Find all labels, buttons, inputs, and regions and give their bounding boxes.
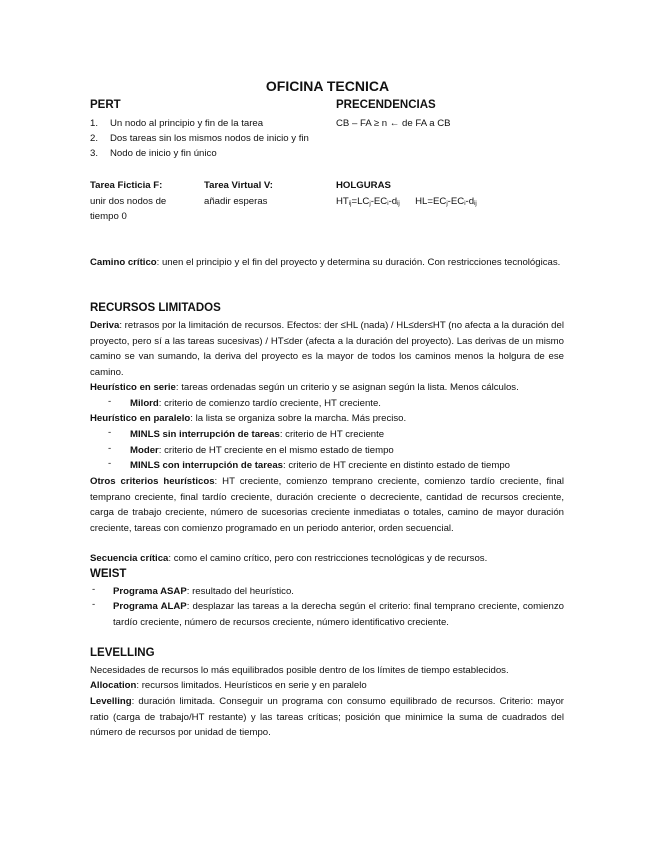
levelling-intro: Necesidades de recursos lo más equilibrados posible dentro de los límites de tiempo establecidos. bbox=[90, 665, 509, 676]
ficticia-line-2: tiempo 0 bbox=[90, 211, 127, 222]
weist-item-1: Programa ASAP: resultado del heurístico. bbox=[113, 586, 294, 597]
pert-item-1-text: Un nodo al principio y fin de la tarea bbox=[110, 118, 264, 129]
serie-paragraph: Heurístico en serie: tareas ordenadas según un criterio y se asignan según la lista. Menos cálculos. bbox=[90, 382, 519, 393]
virtual-line-1: añadir esperas bbox=[204, 196, 268, 207]
sub-item-bullet-2: - bbox=[108, 443, 112, 454]
pert-item-2-text: Dos tareas sin los mismos nodos de inicio y fin bbox=[110, 133, 309, 144]
deriva-paragraph: Deriva: retrasos por la limitación de recursos. Efectos: der ≤HL (nada) / HL≤der≤HT (no afecta a la duración del proyecto, pero sí a las tareas sucesivas) / HT≤der (afecta a la duración del proyecto). Las derivas de un mismo camino se van sumando, la deriva del proyecto es la mayor de todos los caminos menos la holgura de ese camino. bbox=[90, 320, 564, 378]
pert-item-2-num: 2. bbox=[90, 133, 99, 144]
serie-label: Heurístico en serie bbox=[90, 382, 176, 393]
sub-item-bullet-3: - bbox=[108, 458, 112, 469]
pert-item-3 bbox=[90, 146, 217, 162]
ficticia-heading: Tarea Ficticia F: bbox=[90, 180, 163, 191]
virtual-heading: Tarea Virtual V: bbox=[204, 180, 273, 191]
otros-criterios-paragraph: Otros criterios heurísticos: HT creciente, comienzo temprano creciente, comienzo tardío creciente, final temprano creciente, final tardío creciente, duración creciente o decreciente, cantidad de recursos creciente, carga de trabajo creciente, número de sucesorias creciente inmediatas o totales, camino de mayor duración creciente, tareas con comienzo programado en un periodo anterior, orden secuencial. bbox=[90, 476, 564, 534]
paralelo-label: Heurístico en paralelo bbox=[90, 413, 191, 424]
paralelo-paragraph: Heurístico en paralelo: la lista se organiza sobre la marcha. Más preciso. bbox=[90, 413, 407, 424]
camino-critico-label: Camino crítico bbox=[90, 257, 157, 268]
milord-bullet: - bbox=[108, 396, 112, 407]
levelling-label: Levelling bbox=[90, 696, 132, 707]
allocation-paragraph: Allocation: recursos limitados. Heurísticos en serie y en paralelo bbox=[90, 680, 367, 691]
sub-item-1: MINLS sin interrupción de tareas: criterio de HT creciente bbox=[130, 429, 385, 440]
pert-heading: PERT bbox=[90, 99, 121, 111]
otros-criterios-label: Otros criterios heurísticos bbox=[90, 476, 215, 487]
precedencias-heading: PRECENDENCIAS bbox=[336, 99, 436, 111]
pert-item-1 bbox=[90, 116, 263, 132]
hl-formula: $HL=EC_j-EC_i-d_{ij}$ bbox=[415, 196, 477, 207]
levelling-paragraph: Levelling: duración limitada. Conseguir un programa con consumo equilibrado de recursos. Criterio: mayor ratio (carga de trabajo/HT restante) y las tareas críticas; posición que minimice la suma de cuadrados del número de recursos por unidad de tiempo. bbox=[90, 696, 564, 739]
holguras-heading: HOLGURAS bbox=[336, 180, 391, 191]
milord-label: Milord bbox=[130, 398, 159, 409]
pert-item-3-num: 3. bbox=[90, 148, 99, 159]
holguras-formulas bbox=[336, 194, 477, 213]
ficticia-line-1: unir dos nodos de bbox=[90, 196, 167, 207]
ht-formula: $HT_{ij}=LC_j-EC_i-d_{ij}$ bbox=[336, 196, 400, 207]
sub-item-bullet-1: - bbox=[108, 427, 112, 438]
precedencias-text: CB – FA ≥ n ← de FA a CB bbox=[336, 118, 451, 129]
sub-item-3: MINLS con interrupción de tareas: criterio de HT creciente en distinto estado de tiempo bbox=[130, 460, 510, 471]
pert-item-3-text: Nodo de inicio y fin único bbox=[110, 148, 217, 159]
weist-heading: WEIST bbox=[90, 568, 127, 580]
milord-item: Milord: criterio de comienzo tardío creciente, HT creciente. bbox=[130, 398, 381, 409]
sub-item-2: Moder: criterio de HT creciente en el mismo estado de tiempo bbox=[130, 445, 394, 456]
pert-item-1-num: 1. bbox=[90, 118, 99, 129]
pert-item-2 bbox=[90, 131, 309, 147]
weist-bullet-1: - bbox=[92, 584, 96, 595]
deriva-label: Deriva bbox=[90, 320, 120, 331]
page-title: OFICINA TECNICA bbox=[265, 78, 390, 94]
allocation-label: Allocation bbox=[90, 680, 137, 691]
recursos-heading: RECURSOS LIMITADOS bbox=[90, 302, 221, 314]
secuencia-critica-paragraph: Secuencia crítica: como el camino crítico, pero con restricciones tecnológicas y de recursos. bbox=[90, 553, 488, 564]
levelling-heading: LEVELLING bbox=[90, 647, 155, 659]
camino-critico-paragraph: Camino crítico: unen el principio y el fin del proyecto y determina su duración. Con restricciones tecnológicas. bbox=[90, 257, 561, 268]
weist-bullet-2: - bbox=[92, 599, 96, 610]
weist-item-2: Programa ALAP: desplazar las tareas a la derecha según el criterio: final temprano creciente, comienzo tardío creciente, número de recursos creciente, número identificativo creciente. bbox=[113, 601, 564, 628]
secuencia-critica-label: Secuencia crítica bbox=[90, 553, 169, 564]
